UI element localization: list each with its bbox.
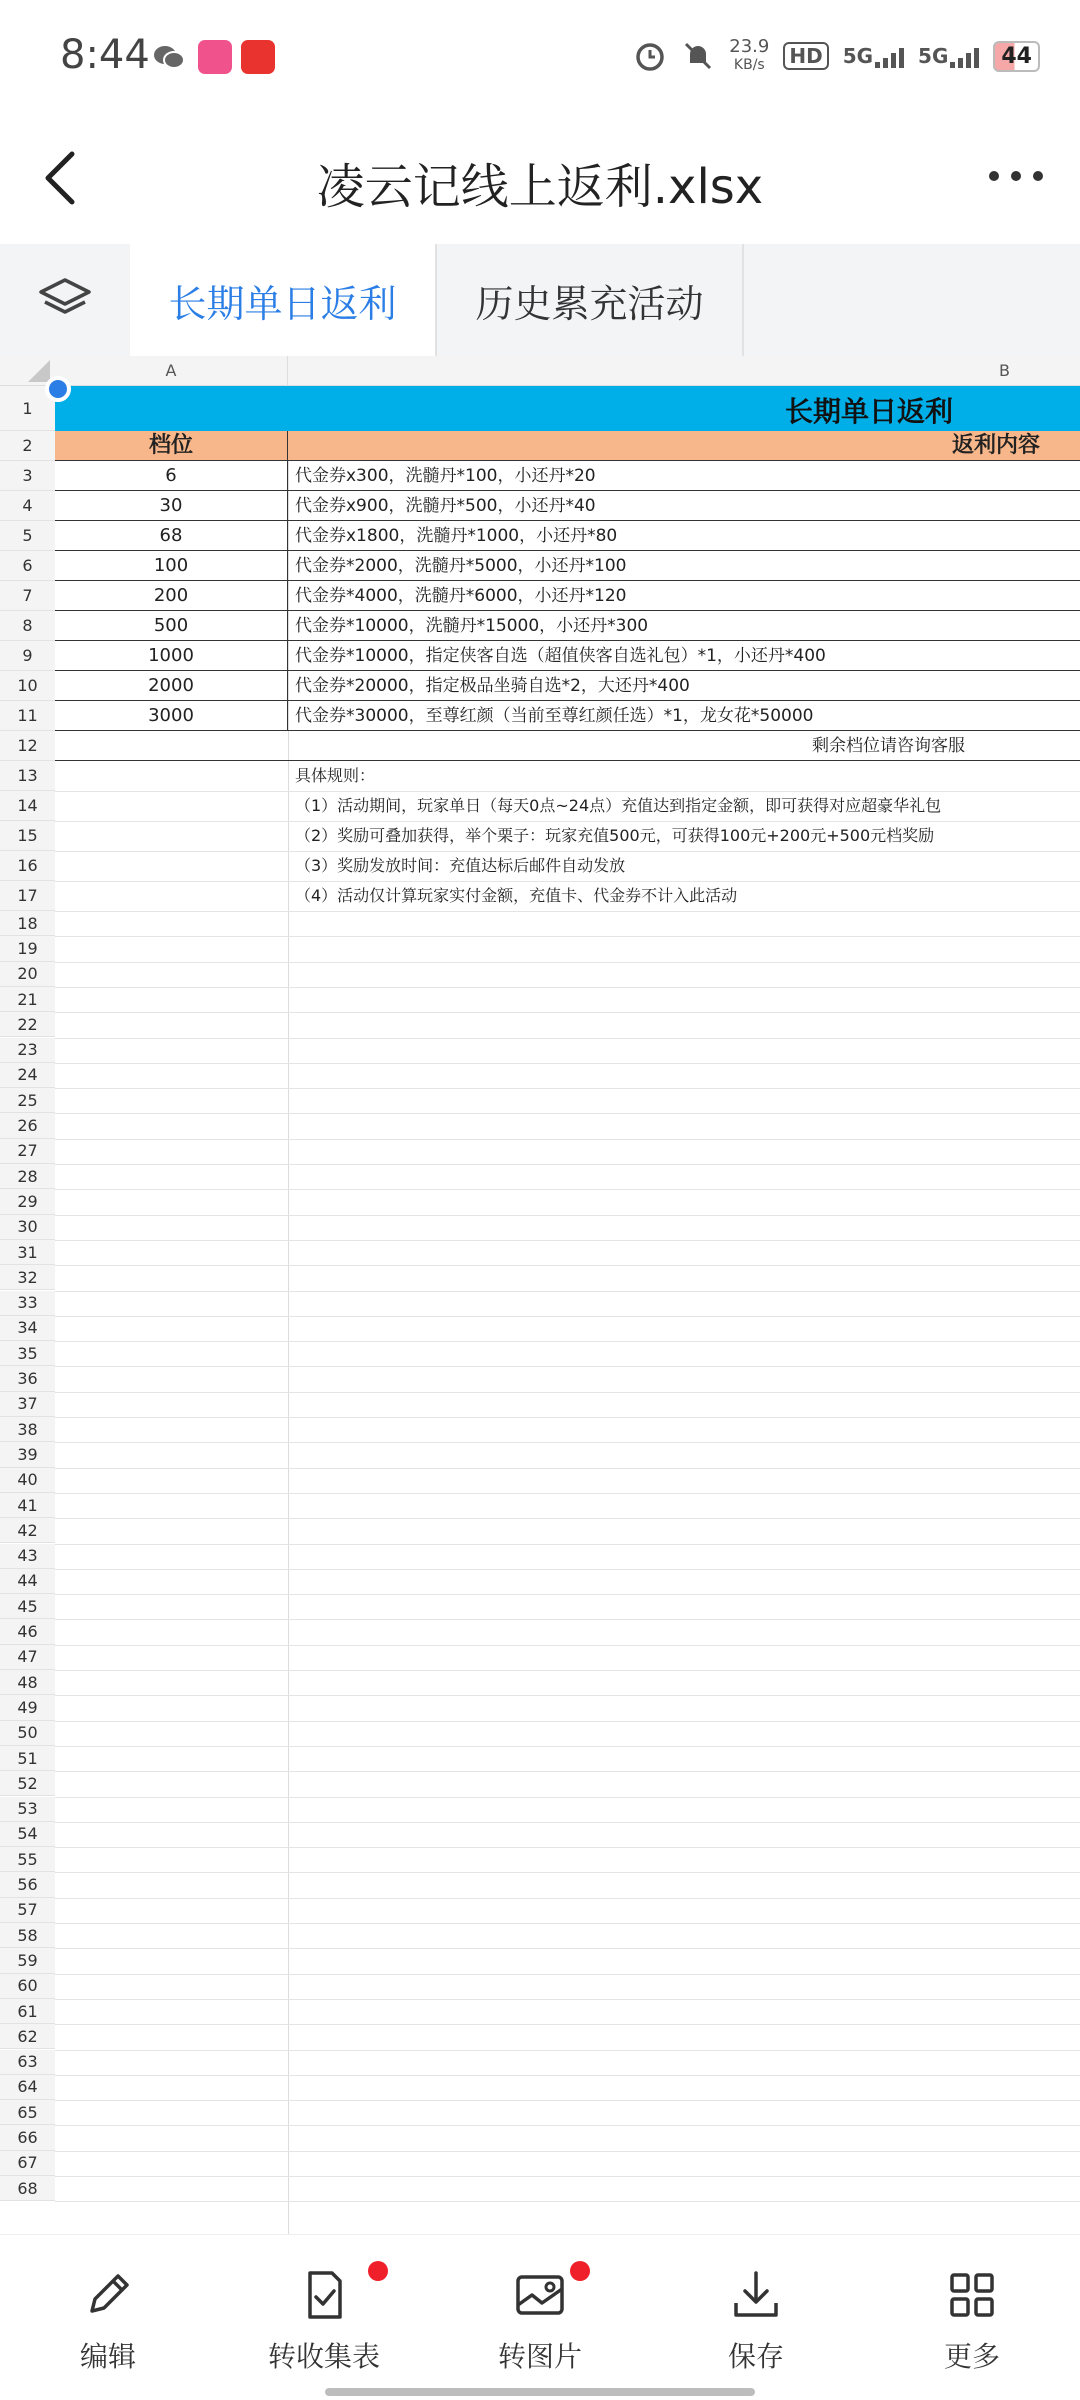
grid-line [55,1392,1080,1393]
grid-line [55,1695,1080,1696]
row-header[interactable]: 57 [0,1898,55,1923]
tier-cell: 100 [55,551,288,581]
grid-line [55,1341,1080,1342]
row-header[interactable]: 33 [0,1291,55,1316]
image-icon [510,2265,570,2325]
grid-line [55,1493,1080,1494]
row-header[interactable]: 14 [0,791,55,821]
more-options-icon[interactable] [986,164,1046,188]
sheet-title-row[interactable] [55,386,1080,431]
grid-line [55,1645,1080,1646]
table-row[interactable] [55,521,1080,551]
note-row[interactable] [55,731,1080,761]
tier-cell: 1000 [55,641,288,671]
grid-line [55,1063,1080,1064]
row-header[interactable]: 12 [0,731,55,761]
row-header[interactable]: 11 [0,701,55,731]
row-header[interactable]: 28 [0,1164,55,1189]
row-header[interactable]: 7 [0,581,55,611]
row-header[interactable]: 45 [0,1594,55,1619]
row-header[interactable]: 34 [0,1316,55,1341]
grid-line [55,1012,1080,1013]
table-row[interactable] [55,581,1080,611]
tier-cell: 500 [55,611,288,641]
row-header[interactable]: 18 [0,911,55,936]
row-header[interactable]: 41 [0,1493,55,1518]
edit-label: 编辑 [79,2340,136,2373]
content-cell: 代金券x1800，洗髓丹*1000，小还丹*80 [295,526,618,546]
status-icons [633,36,1040,76]
grid-line [55,1797,1080,1798]
row-header[interactable]: 10 [0,671,55,701]
more-button[interactable] [882,2265,1062,2375]
row-header[interactable]: 23 [0,1038,55,1063]
row-header[interactable]: 58 [0,1923,55,1948]
row-header[interactable]: 54 [0,1822,55,1847]
row-header[interactable]: 24 [0,1063,55,1088]
rule-item: （2）奖励可叠加获得，举个栗子：玩家充值500元，可获得100元+200元+500元档奖励 [295,826,935,845]
edit-button[interactable] [18,2265,198,2375]
grid-line [55,2201,1080,2202]
net-speed [729,38,769,74]
row-header[interactable]: 21 [0,987,55,1012]
mute-bell-icon [681,39,715,73]
row-header[interactable]: 59 [0,1948,55,1973]
grid-line [55,1999,1080,2000]
grid-line [55,1822,1080,1823]
sim2-label: 5G [918,44,949,68]
layers-icon [37,276,93,324]
grid-line [55,881,1080,882]
grid-line [55,2075,1080,2076]
tab-history-cumulative[interactable]: 历史累充活动 [437,244,744,356]
grid-line [55,1670,1080,1671]
row-header[interactable]: 50 [0,1721,55,1746]
signal-sim1 [843,44,904,68]
row-header[interactable]: 38 [0,1417,55,1442]
content-cell: 代金券*20000，指定极品坐骑自选*2，大还丹*400 [295,676,690,696]
row-header[interactable]: 61 [0,1999,55,2024]
rule-item: （1）活动期间，玩家单日（每天0点~24点）充值达到指定金额，即可获得对应超豪华礼包 [295,796,942,815]
grid-line [55,962,1080,963]
hd-badge: HD [783,42,828,70]
row-header[interactable]: 31 [0,1240,55,1265]
app-icon-red [241,40,275,74]
sim1-label: 5G [842,44,874,68]
content-cell: 代金券*10000，洗髓丹*15000，小还丹*300 [295,616,649,636]
grid-line [55,1544,1080,1545]
grid-line [55,1923,1080,1924]
row-header[interactable]: 37 [0,1392,55,1417]
row-header[interactable]: 66 [0,2125,55,2150]
home-indicator [325,2388,755,2396]
table-row[interactable] [55,671,1080,701]
row-header[interactable]: 39 [0,1442,55,1467]
row-header[interactable]: 17 [0,881,55,911]
grid-line [55,1442,1080,1443]
sheet-list-button[interactable] [0,244,130,356]
grid-line [55,1038,1080,1039]
header-content: 返利内容 [951,433,1040,458]
content-cell: 代金券x300，洗髓丹*100，小还丹*20 [295,466,596,486]
grid-line [55,1948,1080,1949]
row-header[interactable]: 47 [0,1645,55,1670]
note-text: 剩余档位请咨询客服 [812,736,965,756]
selection-handle[interactable] [45,376,71,402]
grid-line [55,1316,1080,1317]
row-header[interactable]: 68 [0,2176,55,2201]
table-row[interactable] [55,701,1080,731]
row-header[interactable]: 56 [0,1872,55,1897]
row-header[interactable]: 53 [0,1797,55,1822]
row-header[interactable]: 15 [0,821,55,851]
convert-form-button[interactable] [234,2265,414,2375]
row-header[interactable]: 32 [0,1265,55,1290]
grid-line [55,1215,1080,1216]
column-header-b[interactable]: B [999,361,1010,380]
content-cell: 代金券*4000，洗髓丹*6000，小还丹*120 [295,586,627,606]
net-speed-unit: KB/s [733,57,765,73]
table-row[interactable] [55,551,1080,581]
grid-line [55,1139,1080,1140]
row-header[interactable]: 40 [0,1468,55,1493]
row-header[interactable]: 43 [0,1544,55,1569]
row-header[interactable]: 51 [0,1746,55,1771]
row-header[interactable]: 16 [0,851,55,881]
grid-line [55,2176,1080,2177]
row-header[interactable]: 19 [0,936,55,961]
row-header[interactable]: 5 [0,521,55,551]
grid-line [55,2125,1080,2126]
grid-line [55,1771,1080,1772]
column-headers [0,356,1080,386]
grid-line [55,2100,1080,2101]
grid-line [55,1291,1080,1292]
grid-line [55,1746,1080,1747]
rule-item: （3）奖励发放时间：充值达标后邮件自动发放 [295,856,626,875]
tier-cell: 2000 [55,671,288,701]
grid-line [55,1240,1080,1241]
net-speed-value: 23.9 [729,36,770,57]
signal-bars-icon [875,46,904,68]
row-header[interactable]: 27 [0,1139,55,1164]
row-header[interactable]: 44 [0,1569,55,1594]
badge-dot [368,2261,388,2281]
content-cell: 代金券*10000，指定侠客自选（超值侠客自选礼包）*1，小还丹*400 [295,646,826,666]
row-header[interactable]: 64 [0,2075,55,2100]
grid-line [55,2024,1080,2025]
grid-line [55,1265,1080,1266]
row-header[interactable]: 48 [0,1670,55,1695]
row-header[interactable]: 3 [0,461,55,491]
grid-line [55,1619,1080,1620]
grid-line [55,1721,1080,1722]
alarm-icon [633,39,667,73]
grid-line [55,1468,1080,1469]
grid-line [55,1872,1080,1873]
table-row[interactable] [55,491,1080,521]
grid-line [55,1847,1080,1848]
form-check-icon [294,2265,354,2325]
grid-line [55,911,1080,912]
pencil-icon [78,2265,138,2325]
content-cell: 代金券x900，洗髓丹*500，小还丹*40 [295,496,596,516]
header-tier: 档位 [55,431,288,461]
grid-line [55,1518,1080,1519]
grid-line [55,1088,1080,1089]
row-header[interactable]: 49 [0,1695,55,1720]
grid-line [55,1974,1080,1975]
save-button[interactable] [666,2265,846,2375]
row-header[interactable]: 36 [0,1366,55,1391]
grid-icon [942,2265,1002,2325]
content-cell: 代金券*2000，洗髓丹*5000，小还丹*100 [295,556,627,576]
rules-title: 具体规则： [295,766,376,785]
row-header[interactable]: 26 [0,1113,55,1138]
grid-line [55,987,1080,988]
row-header[interactable]: 2 [0,431,55,461]
row-header[interactable]: 35 [0,1341,55,1366]
content-cell: 代金券*30000，至尊红颜（当前至尊红颜任选）*1，龙女花*50000 [295,706,814,726]
row-header[interactable]: 25 [0,1088,55,1113]
row-header[interactable]: 65 [0,2100,55,2125]
spreadsheet-grid[interactable] [55,386,1080,2234]
grid-line [55,1569,1080,1570]
tier-cell: 30 [55,491,288,521]
row-header[interactable]: 29 [0,1189,55,1214]
tier-cell: 6 [55,461,288,491]
grid-line [55,851,1080,852]
grid-line [55,936,1080,937]
row-header[interactable]: 22 [0,1012,55,1037]
badge-dot [570,2261,590,2281]
app-icon-pink [198,40,232,74]
download-icon [726,2265,786,2325]
row-header[interactable]: 4 [0,491,55,521]
tab-long-term-daily[interactable]: 长期单日返利 [130,244,437,356]
grid-line [55,1366,1080,1367]
status-time: 8:44 [60,32,150,78]
sheet-title: 长期单日返利 [785,395,954,428]
row-header[interactable]: 55 [0,1847,55,1872]
sheet-tabs [0,244,1080,356]
grid-line [55,791,1080,792]
rule-item: （4）活动仅计算玩家实付金额，充值卡、代金券不计入此活动 [295,886,738,905]
row-header[interactable]: 30 [0,1215,55,1240]
convert-image-button[interactable] [450,2265,630,2375]
row-header[interactable]: 46 [0,1619,55,1644]
grid-line [55,821,1080,822]
table-header-row[interactable] [55,431,1080,461]
status-bar [0,0,1080,112]
save-label: 保存 [727,2340,784,2373]
battery-indicator: 44 [993,41,1040,72]
row-header[interactable]: 63 [0,2050,55,2075]
grid-line [55,1898,1080,1899]
grid-line [55,1189,1080,1190]
row-header[interactable]: 1 [0,386,55,431]
grid-line [55,1417,1080,1418]
row-header[interactable]: 9 [0,641,55,671]
row-header[interactable]: 8 [0,611,55,641]
column-header-a[interactable]: A [55,356,288,386]
table-row[interactable] [55,641,1080,671]
grid-line [55,1164,1080,1165]
row-header[interactable]: 13 [0,761,55,791]
grid-line [55,2151,1080,2152]
row-header[interactable]: 6 [0,551,55,581]
convert-image-label: 转图片 [497,2340,582,2373]
document-title: 凌云记线上返利.xlsx [316,159,764,215]
signal-sim2 [918,44,979,68]
row-header[interactable]: 62 [0,2024,55,2049]
signal-bars-icon [950,46,979,68]
convert-form-label: 转收集表 [267,2340,380,2373]
row-header[interactable]: 42 [0,1518,55,1543]
grid-line [55,2050,1080,2051]
grid-line [55,1594,1080,1595]
table-row[interactable] [55,611,1080,641]
bottom-toolbar [0,2234,1080,2400]
tier-cell: 68 [55,521,288,551]
table-row[interactable] [55,461,1080,491]
top-app-bar [0,112,1080,244]
grid-line [55,1113,1080,1114]
row-header[interactable]: 67 [0,2151,55,2176]
wechat-icon [152,40,186,74]
more-label: 更多 [943,2340,1000,2373]
tier-cell: 200 [55,581,288,611]
tier-cell: 3000 [55,701,288,731]
row-header[interactable]: 20 [0,962,55,987]
row-header[interactable]: 60 [0,1974,55,1999]
row-header[interactable]: 52 [0,1771,55,1796]
